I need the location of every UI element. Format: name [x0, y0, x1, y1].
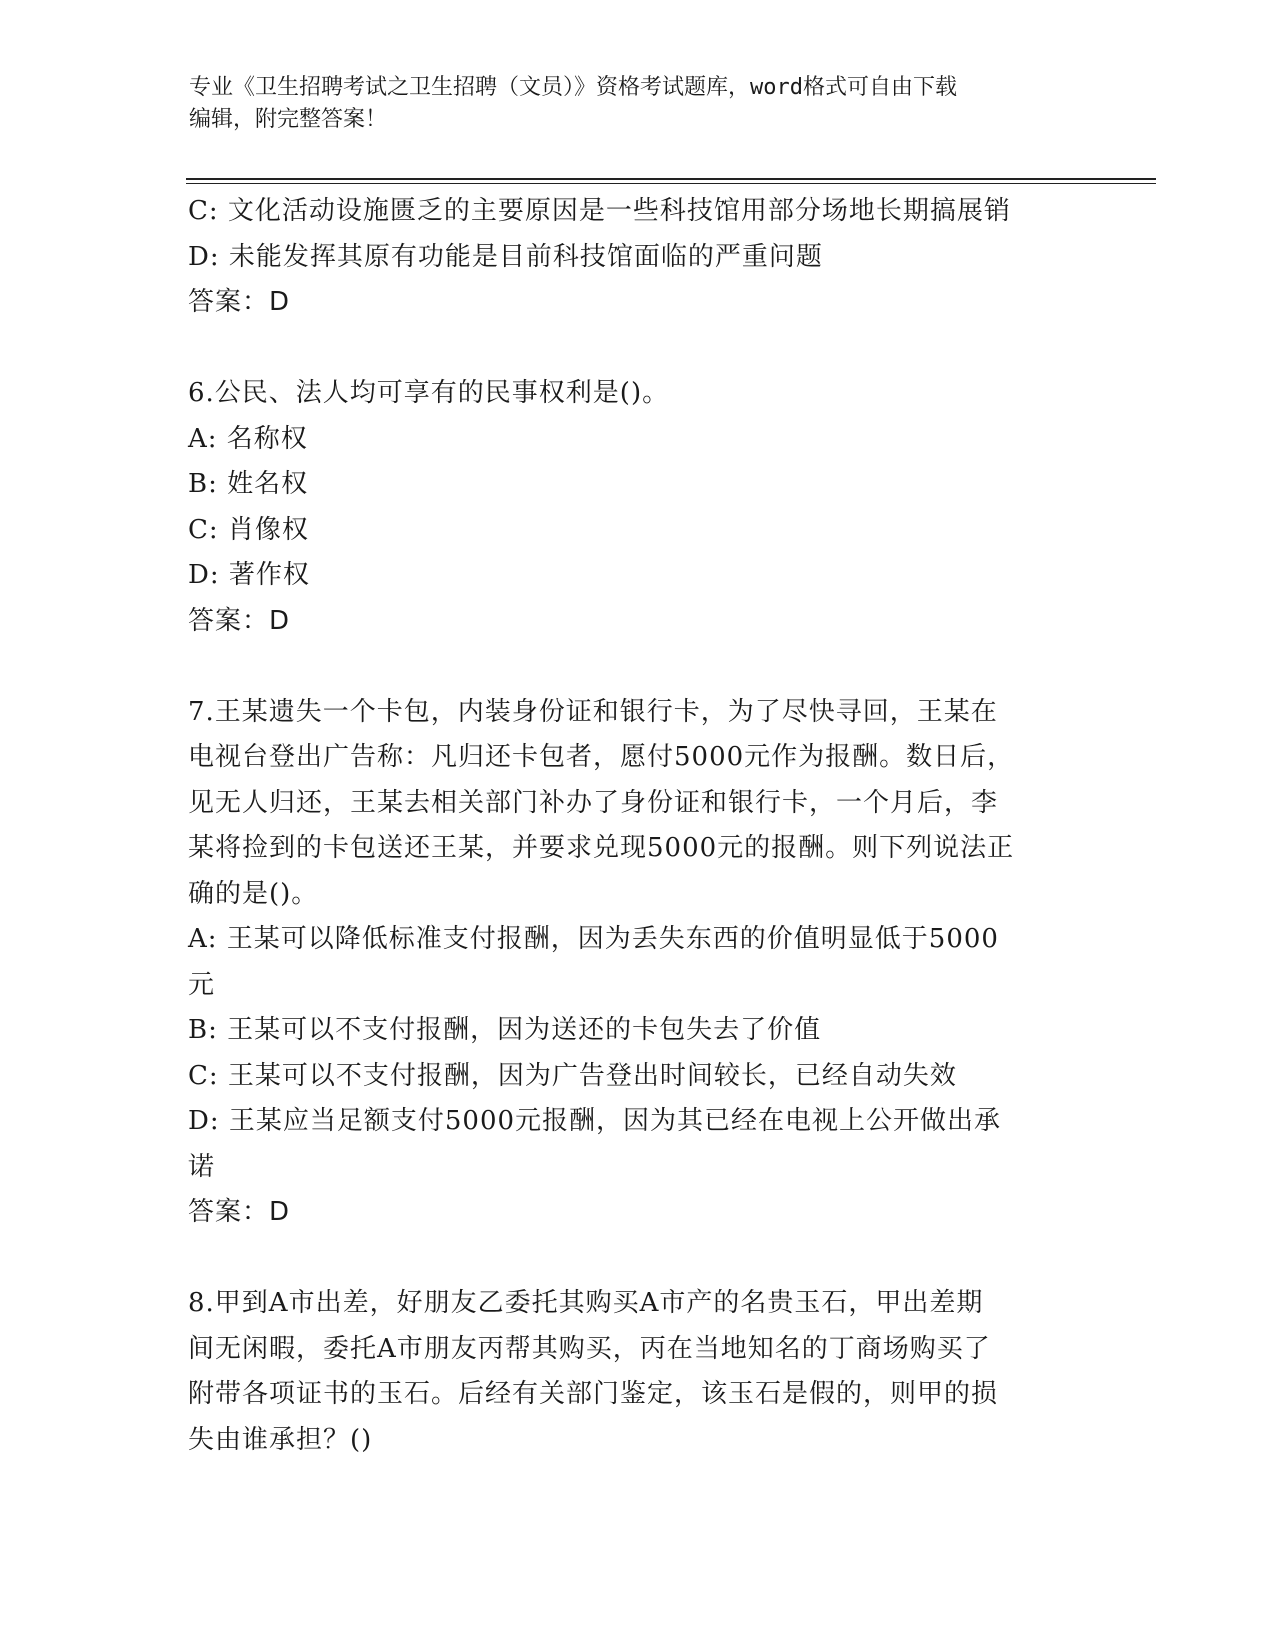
- question-5-tail: [188, 189, 1088, 326]
- q7-answer: 答案：D: [188, 1197, 291, 1227]
- document-header: [189, 72, 1069, 136]
- q5-answer: 答案：D: [188, 287, 291, 317]
- q7-stem-line: 确的是()。: [188, 878, 319, 909]
- question-7: [188, 690, 1088, 1236]
- q7-stem-line: 7.王某遗失一个卡包，内装身份证和银行卡，为了尽快寻回，王某在: [188, 696, 998, 727]
- q6-stem: 6.公民、法人均可享有的民事权利是()。: [188, 378, 670, 408]
- q7-stem-line: 电视台登出广告称：凡归还卡包者，愿付5000元作为报酬。数日后，: [188, 742, 1015, 772]
- q5-option-c: C: 文化活动设施匮乏的主要原因是一些科技馆用部分场地长期搞展销: [188, 196, 1011, 226]
- header-line-2: 编辑，附完整答案！: [189, 107, 388, 132]
- q6-option-b: B: 姓名权: [188, 469, 309, 499]
- q7-option-c: C: 王某可以不支付报酬，因为广告登出时间较长，已经自动失效: [188, 1060, 957, 1091]
- q7-option-b: B: 王某可以不支付报酬，因为送还的卡包失去了价值: [188, 1015, 822, 1045]
- q7-option-d: D: 王某应当足额支付5000元报酬，因为其已经在电视上公开做出承: [188, 1106, 1002, 1136]
- q7-option-a-cont: 元: [188, 969, 216, 1000]
- spacer: [188, 326, 1088, 372]
- q6-option-a: A: 名称权: [188, 423, 308, 454]
- question-6: [188, 371, 1088, 644]
- header-divider-bottom: [186, 183, 1156, 184]
- q8-stem-line: 间无闲暇，委托A市朋友丙帮其购买，丙在当地知名的丁商场购买了: [188, 1333, 991, 1364]
- q7-stem-line: 某将捡到的卡包送还王某，并要求兑现5000元的报酬。则下列说法正: [188, 833, 1015, 863]
- q5-option-d: D: 未能发挥其原有功能是目前科技馆面临的严重问题: [188, 241, 823, 272]
- spacer: [188, 644, 1088, 690]
- question-8: [188, 1281, 1088, 1463]
- q6-option-d: D: 著作权: [188, 560, 310, 590]
- header-line-1: 专业《卫生招聘考试之卫生招聘（文员）》资格考试题库，word格式可自由下载: [189, 75, 957, 100]
- q6-answer: 答案：D: [188, 605, 291, 636]
- q7-option-a: A: 王某可以降低标准支付报酬，因为丢失东西的价值明显低于5000: [188, 924, 999, 954]
- q7-stem-line: 见无人归还，王某去相关部门补办了身份证和银行卡，一个月后，李: [188, 787, 999, 818]
- header-divider-top: [186, 178, 1156, 180]
- question-content: [188, 189, 1088, 1463]
- spacer: [188, 1236, 1088, 1282]
- q7-option-d-cont: 诺: [188, 1151, 216, 1182]
- q8-stem-line: 失由谁承担？(): [188, 1424, 373, 1455]
- q8-stem-line: 附带各项证书的玉石。后经有关部门鉴定，该玉石是假的，则甲的损: [188, 1379, 999, 1409]
- q6-option-c: C: 肖像权: [188, 514, 309, 545]
- q8-stem-line: 8.甲到A市出差，好朋友乙委托其购买A市产的名贵玉石，甲出差期: [188, 1288, 984, 1318]
